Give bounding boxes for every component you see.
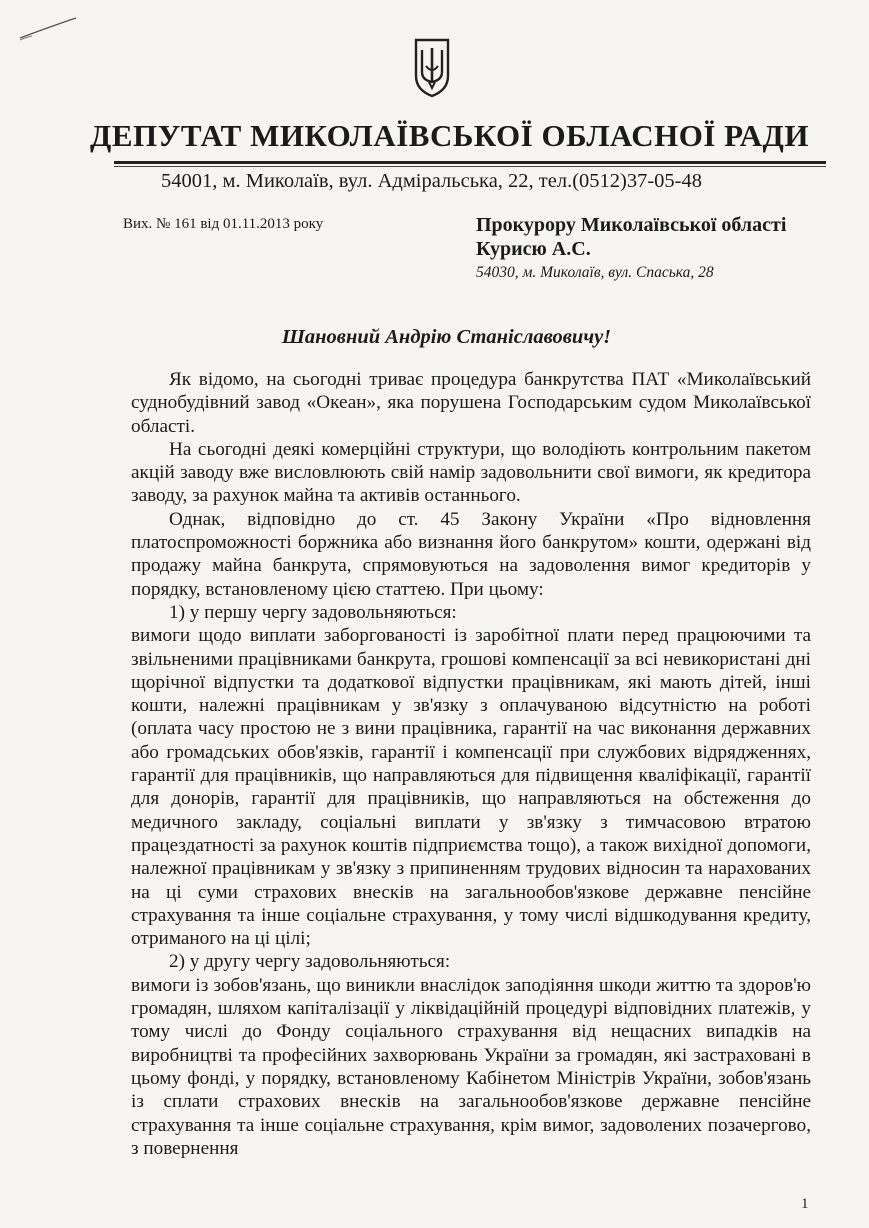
pen-stroke-mark bbox=[18, 16, 78, 42]
letterhead-rule bbox=[114, 161, 826, 164]
recipient-name: Курисю А.С. bbox=[476, 238, 591, 260]
trident-icon bbox=[412, 36, 452, 98]
letterhead-title: ДЕПУТАТ МИКОЛАЇВСЬКОЇ ОБЛАСНОЇ РАДИ bbox=[90, 118, 809, 153]
list-heading: 1) у першу чергу задовольняються: bbox=[169, 601, 457, 623]
page-number: 1 bbox=[801, 1196, 809, 1212]
body-paragraph: На сьогодні деякі комерційні структури, що володіють контрольним пакетом акцій заводу вже висловлюють свій намір задовольнити свої вимоги, як кредитора заводу, за рахунок майна та активів останнього. bbox=[131, 438, 811, 507]
body-paragraph: вимоги із зобов'язань, що виникли внаслідок заподіяння шкоди життю та здоров'ю громадян, шляхом капіталізації у ліквідаційній процедурі відповідних платежів, у тому числі до Фонду соціального страхування від нещасних випадків на виробництві та професійних захворювань України за громадян, які застраховані в цьому фонді, у порядку, встановленому Кабінетом Міністрів України, зобов'язань із сплати страхових внесків на загальнообов'язкове державне пенсійне страхування та інше соціальне страхування, крім вимог, задоволених позачергово, з повернення bbox=[131, 974, 811, 1159]
letterhead-rule-thin bbox=[114, 166, 826, 167]
body-paragraph: Як відомо, на сьогодні триває процедура банкрутства ПАТ «Миколаївський суднобудівний завод «Океан», яка порушена Господарським судом Миколаївської області. bbox=[131, 369, 811, 437]
outgoing-reference: Вих. № 161 від 01.11.2013 року bbox=[123, 216, 324, 232]
salutation: Шановний Андрію Станіславовичу! bbox=[281, 326, 612, 348]
recipient-title: Прокурору Миколаївської області bbox=[476, 214, 787, 236]
letter-body bbox=[131, 368, 811, 1160]
list-heading: 2) у другу чергу задовольняються: bbox=[169, 951, 451, 973]
recipient-block bbox=[476, 213, 836, 284]
body-paragraph: Однак, відповідно до ст. 45 Закону України «Про відновлення платоспроможності боржника або визнання його банкрутом» кошти, одержані від продажу майна банкрута, спрямовуються на задоволення вимог кредиторів у порядку, встановленому цією статтею. При цьому: bbox=[131, 508, 811, 600]
body-paragraph: вимоги щодо виплати заборгованості із заробітної плати перед працюючими та звільненими працівниками банкрута, грошові компенсації за всі невикористані дні щорічної відпустки та додаткової відпустки працівникам, які мають дітей, інші кошти, належні працівникам у зв'язку з оплачуваною відсутністю на роботі (оплата часу простою не з вини працівника, гарантії на час виконання державних або громадських обов'язків, гарантії і компенсації при службових відрядженнях, гарантії для працівників, що направляються для підвищення кваліфікації, гарантії для донорів, гарантії для працівників, що направляються на обстеження до медичного закладу, соціальні виплати у зв'язку з тимчасовою втратою працездатності за рахунок коштів підприємства тощо), а також вихідної допомоги, належної працівникам у зв'язку з припиненням трудових відносин та нарахованих на ці суми страхових внесків на загальнообов'язкове державне пенсійне страхування та інше соціальне страхування, у тому числі відшкодування кредиту, отриманого на ці цілі; bbox=[131, 625, 811, 950]
recipient-address: 54030, м. Миколаїв, вул. Спаська, 28 bbox=[476, 264, 714, 281]
letterhead-address: 54001, м. Миколаїв, вул. Адміральська, 22, тел.(0512)37-05-48 bbox=[161, 170, 703, 192]
